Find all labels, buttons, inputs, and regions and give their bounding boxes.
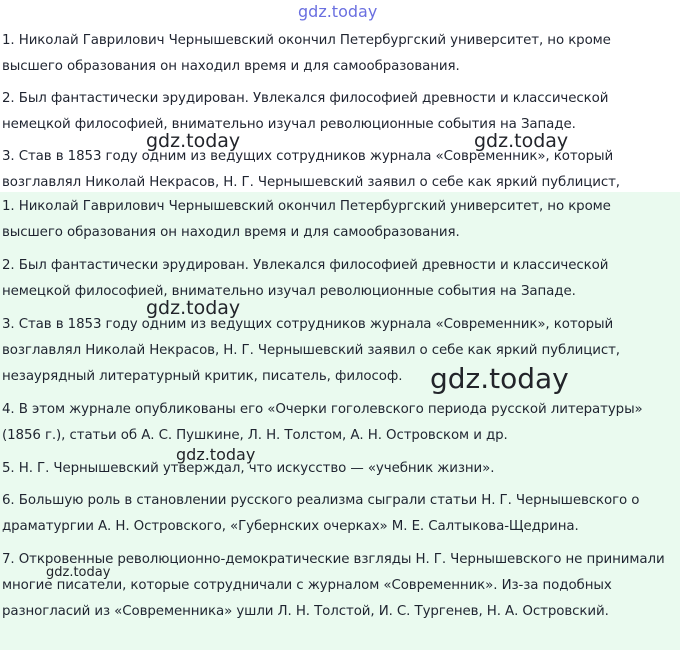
answer-paragraph-4: 4. В этом журнале опубликованы его «Очерки гоголевского периода русской литературы» (1856 г.), статьи об А. С. Пушкине, Л. Н. Толстом, А. Н. Островском и др. [2,402,643,443]
watermark-top: gdz.today [298,2,378,21]
watermark-large: gdz.today [430,362,569,395]
watermark: gdz.today [176,445,256,464]
answer-paragraph-3: 3. Став в 1853 году одним из ведущих сотрудников журнала «Современник», который возглавлял Николай Некрасов, Н. Г. Чернышевский заявил о себе как яркий публицист, незаурядный литературный критик, писатель, философ. [2,317,620,384]
top-paragraph-2: 2. Был фантастически эрудирован. Увлекался философией древности и классической немецкой философией, внимательно изучал революционные события на Западе. [2,91,609,132]
watermark: gdz.today [146,130,241,152]
answer-paragraph-5: 5. Н. Г. Чернышевский утверждал, что искусство — «учебник жизни». [2,461,495,476]
watermark: gdz.today [146,297,241,319]
top-paragraph-1: 1. Николай Гаврилович Чернышевский окончил Петербургский университет, но кроме высшего образования он находил время и для самообразования. [2,33,611,74]
top-paragraph-3: 3. Став в 1853 году одним из ведущих сотрудников журнала «Современник», который возглавлял Николай Некрасов, Н. Г. Чернышевский заявил о себе как яркий публицист, [2,149,620,190]
watermark: gdz.today [474,130,569,152]
answer-paragraph-2: 2. Был фантастически эрудирован. Увлекался философией древности и классической немецкой философией, внимательно изучал революционные события на Западе. [2,258,609,299]
watermark-small: gdz.today [46,565,111,580]
answer-paragraph-1: 1. Николай Гаврилович Чернышевский окончил Петербургский университет, но кроме высшего образования он находил время и для самообразования. [2,199,611,240]
answer-paragraph-7: 7. Откровенные революционно-демократические взгляды Н. Г. Чернышевского не принимали многие писатели, которые сотрудничали с журналом «Современник». Из-за подобных разногласий из «Современника» ушли Л. Н. Толстой, И. С. Тургенев, Н. А. Островский. [2,552,665,619]
answer-paragraph-6: 6. Большую роль в становлении русского реализма сыграли статьи Н. Г. Чернышевского о драматургии А. Н. Островского, «Губернских очерках» М. Е. Салтыкова-Щедрина. [2,493,640,534]
